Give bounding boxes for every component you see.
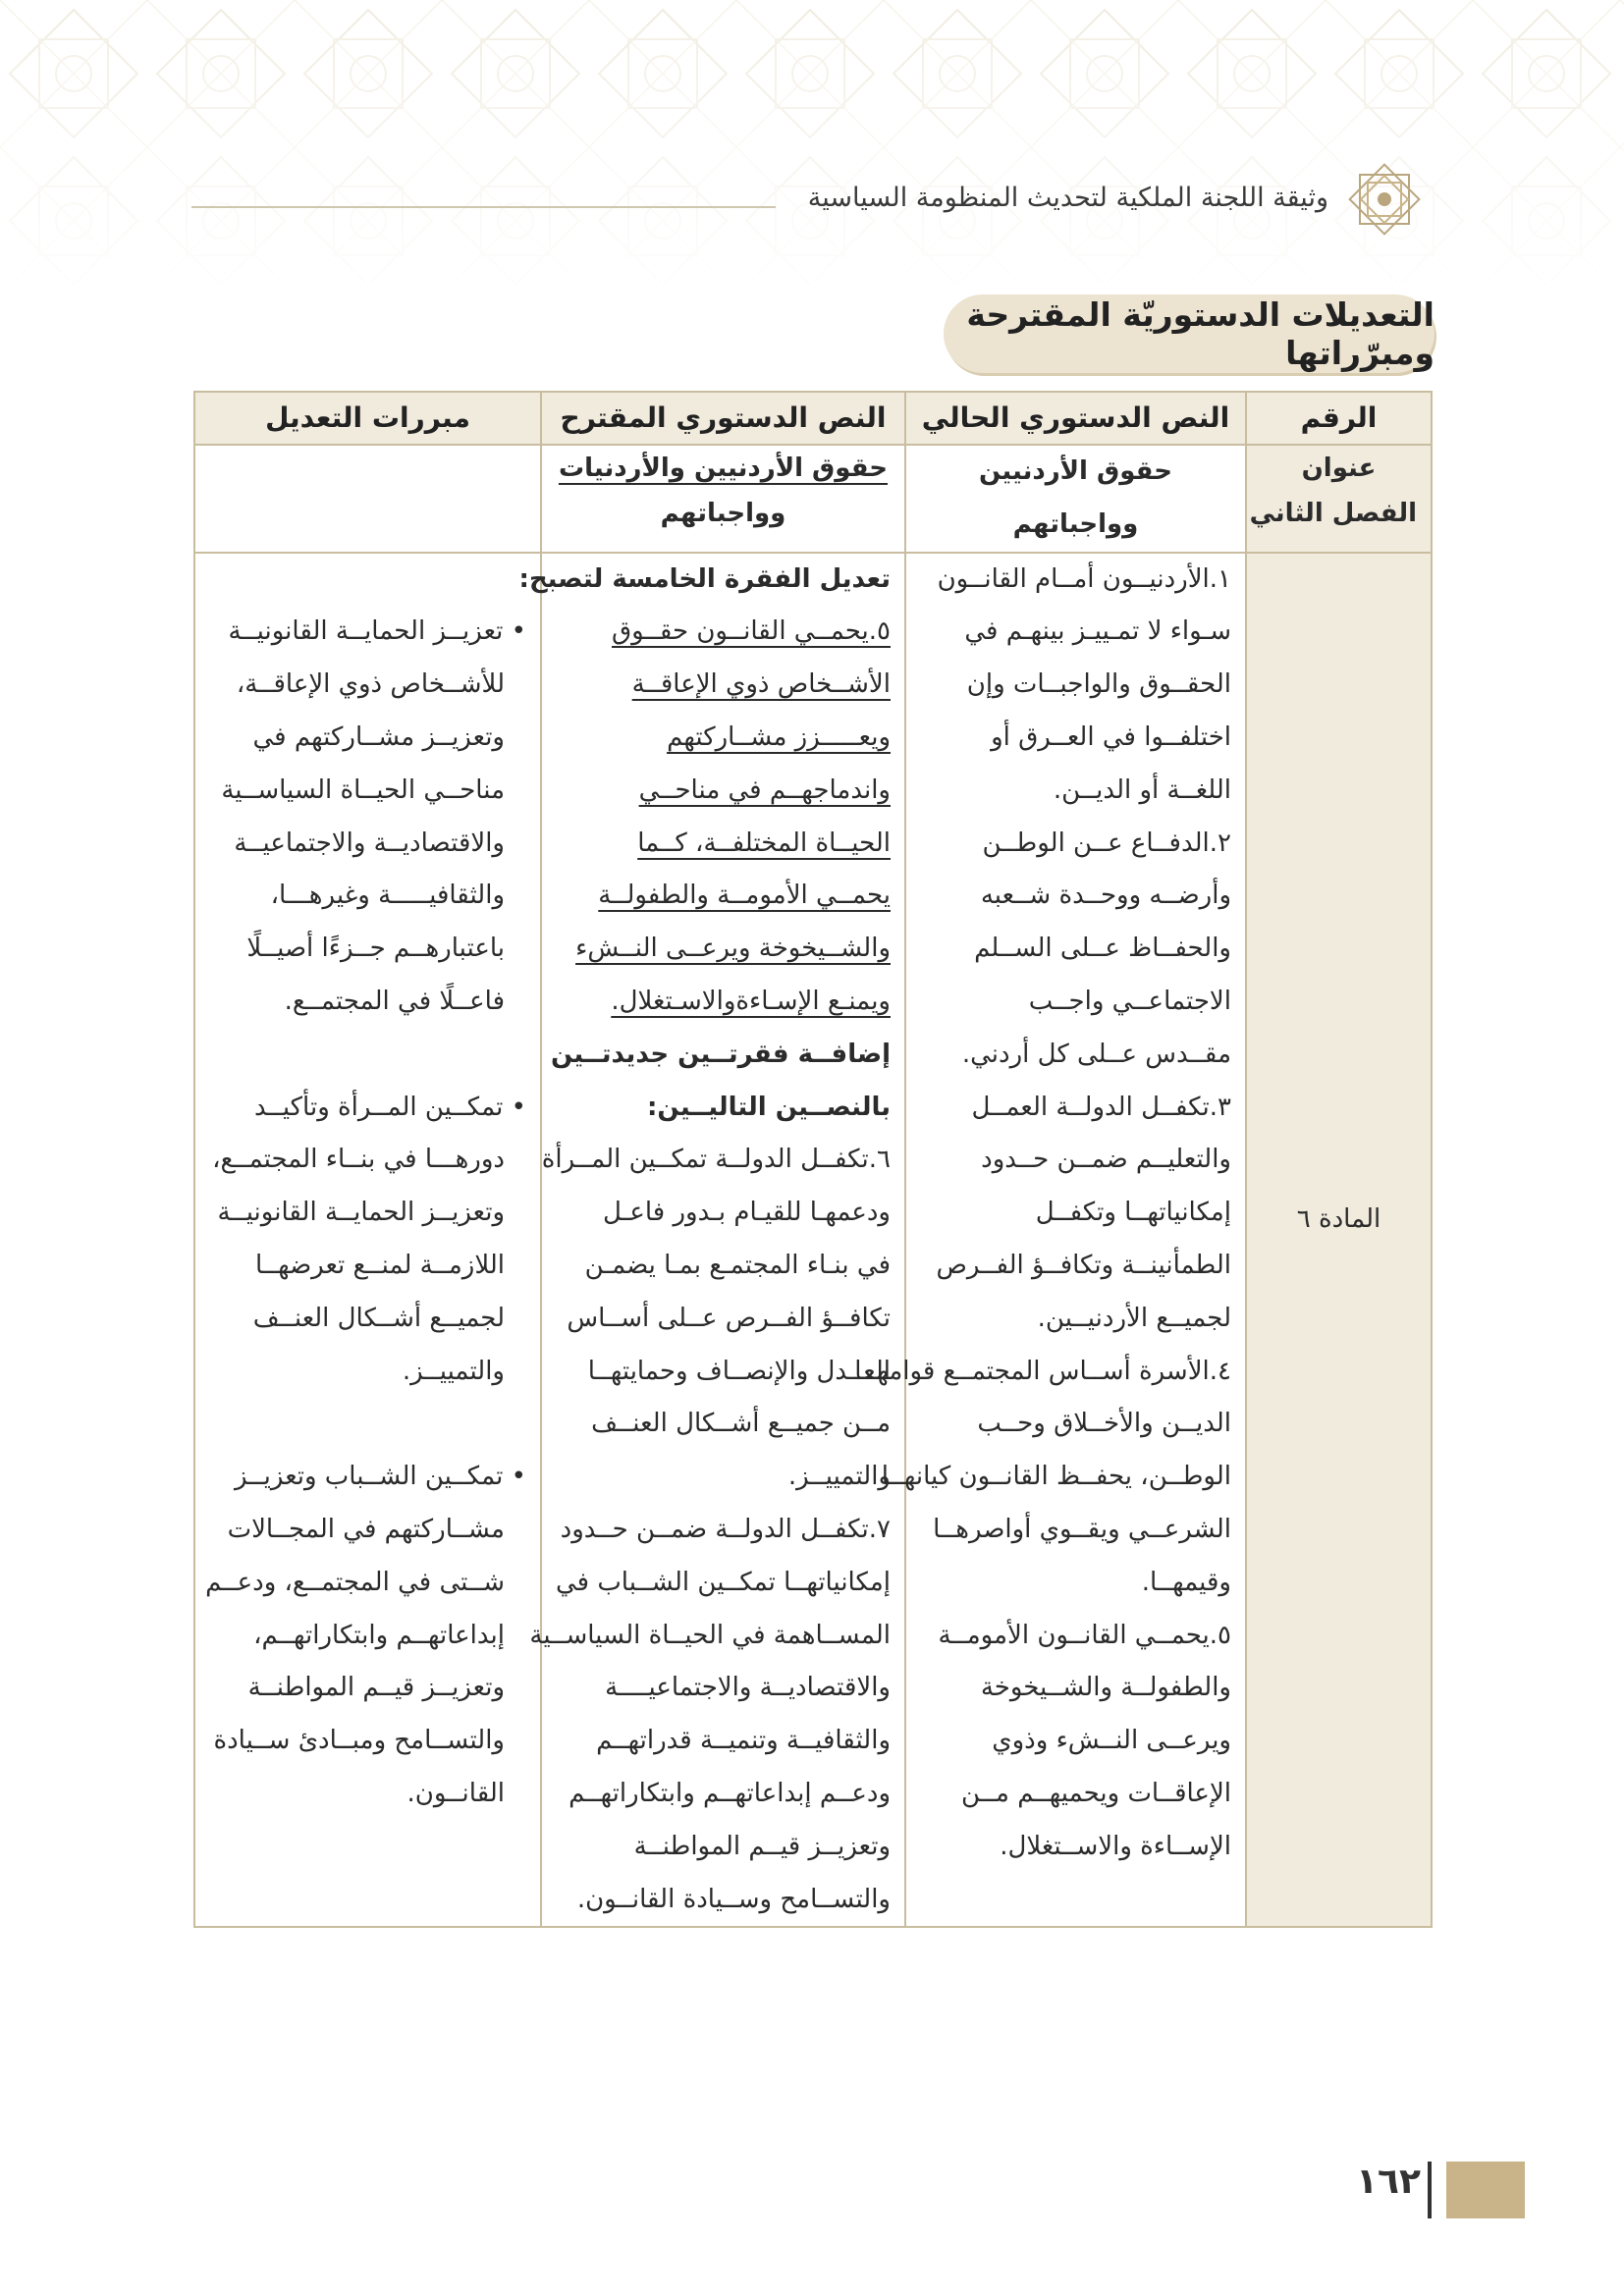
chapter-label: عنوان	[1301, 454, 1377, 483]
justification-line: وتعزيــز مشــاركتهم في	[252, 721, 505, 752]
proposed-para7-line: والاقتصاديــة والاجتماعيــــة	[605, 1673, 891, 1703]
table-row	[194, 445, 1432, 553]
current-text-line: الاجتماعــي واجــب	[1028, 986, 1231, 1016]
article-cell	[1246, 553, 1432, 1928]
current-text-line: ٥.يحمــي القانــون الأمومــة	[938, 1620, 1231, 1650]
proposed-para7-line: المســاهمة في الحيــاة السياســية	[529, 1620, 891, 1650]
proposed-para7-line: ودعــم إبداعاتهــم وابتكاراتهــم	[568, 1778, 891, 1808]
proposed-para7-line: والثقافيــة وتنميــة قدراتهــم	[596, 1726, 891, 1756]
proposed-para6-line: ٦.تكفــل الدولــة تمكــين المــرأة	[541, 1145, 891, 1175]
proposed-chapter-title	[541, 445, 905, 553]
proposed-text-cell	[518, 553, 905, 1928]
header-proposed-text: النص الدستوري المقترح	[541, 392, 905, 445]
justification-line: وتعزيــز قيــم المواطنــة	[247, 1673, 505, 1703]
justification-youth	[205, 1451, 526, 1821]
proposed-para5-line: ٥.يحمــي القانــون حقــوق	[612, 616, 891, 647]
justification-line: • تمكــين المــرأة وتأكيــد	[253, 1092, 526, 1122]
proposed-para7-line: وتعزيــز قيــم المواطنــة	[633, 1831, 891, 1861]
proposed-para6-line: والتمييــز.	[787, 1462, 891, 1492]
paragraph-6-lines	[541, 1134, 891, 1504]
chapter-name: الفصل الثاني	[1249, 499, 1417, 528]
justification-line: للأشــخاص ذوي الإعاقــة،	[236, 669, 505, 700]
footer-accent-box	[1446, 2162, 1525, 2218]
empty-justification-cell	[194, 445, 541, 553]
paragraph-7-lines	[529, 1504, 891, 1926]
justification-line: • تعزيــز الحمايــة القانونيــة	[228, 616, 526, 647]
justification-line: دورهـــا في بنــاء المجتمــع،	[212, 1145, 505, 1175]
amendments-table	[193, 391, 1433, 1928]
justification-line: اللازمــة لمنــع تعرضهــا	[254, 1250, 505, 1280]
paragraph-5-lines	[556, 606, 891, 1028]
current-text-line: الإعاقــات ويحميهــم مــن	[960, 1778, 1231, 1808]
current-text-line: اختلفــوا في العــرق أو	[991, 721, 1231, 752]
justification-line: مناحــي الحيــاة السياســية	[221, 774, 505, 805]
proposed-para5-line: ويعـــــزز مشــاركتهم	[667, 721, 891, 752]
proposed-para6-line: في بنـاء المجتمـع بمـا يضمـن	[584, 1250, 891, 1280]
chapter-title-cell	[1246, 445, 1432, 553]
justification-line: والاقتصاديــة والاجتماعيــة	[234, 828, 505, 858]
justification-disabilities	[209, 606, 526, 1028]
proposed-para5-line: الحيــاة المختلفــة، كــما	[637, 828, 891, 858]
justification-line: والثقافيـــــة وغيرهـــا،	[270, 881, 505, 911]
header-current-text: النص الدستوري الحالي	[905, 392, 1246, 445]
current-text-line: الشرعــي ويقــوي أواصرهــا	[933, 1514, 1231, 1544]
proposed-para5-line: يحمــي الأمومــة والطفولــة	[598, 881, 891, 911]
current-text-line: وقيمهــا.	[1141, 1567, 1231, 1597]
current-text-line: والطفولــة والشــيخوخة	[980, 1673, 1231, 1703]
page-header	[191, 175, 1429, 234]
current-text-line: الحقــوق والواجبــات وإن	[966, 669, 1231, 700]
add-heading-line1: إضافــة فقرتــين جديدتــين	[550, 1039, 891, 1069]
proposed-para6-line: مــن جميــع أشــكال العنــف	[591, 1409, 891, 1439]
proposed-para7-line: ٧.تكفــل الدولــة ضمــن حــدود	[560, 1514, 891, 1544]
current-text-cell	[854, 553, 1246, 1928]
current-text-line: الديــن والأخــلاق وحــب	[977, 1409, 1231, 1439]
current-text-line: والحفــاظ عــلى الســلم	[974, 934, 1231, 964]
header-number: الرقم	[1246, 392, 1432, 445]
current-text-line: الإســاءة والاســتغلال.	[1000, 1831, 1231, 1861]
table-header-row	[194, 392, 1432, 445]
footer-divider	[1428, 2162, 1432, 2218]
current-text-line: والتعليــم ضمــن حــدود	[981, 1145, 1231, 1175]
justification-line: • تمكــين الشــباب وتعزيــز	[235, 1462, 526, 1492]
justification-line: باعتبارهــم جــزءًا أصيــلًا	[246, 934, 505, 964]
justification-women	[209, 1082, 526, 1399]
justification-line: فاعــلًا في المجتمــع.	[284, 986, 505, 1016]
geometric-star-emblem-icon	[1340, 155, 1429, 243]
current-text-lines	[854, 554, 1231, 1874]
section-title: التعديلات الدستوريّة المقترحة ومبرّراتها	[944, 294, 1435, 373]
proposed-para6-line: العــدل والإنصــاف وحمايتهــا	[587, 1356, 891, 1386]
justification-line: لجميــع أشــكال العنــف	[252, 1303, 505, 1333]
proposed-chapter-line1: حقوق الأردنيين والأردنيات	[558, 454, 889, 483]
current-text-line: سـواء لا تمـييـز بينهـم في	[964, 616, 1231, 647]
justification-cell	[194, 553, 541, 1928]
justification-line: شــتى في المجتمــع، ودعــم	[205, 1567, 505, 1597]
justification-line: إبداعاتهــم وابتكاراتهــم،	[253, 1620, 505, 1650]
page-number: ١٦٢	[1356, 2162, 1421, 2202]
current-text-line: مقــدس عــلى كل أردني.	[961, 1039, 1231, 1069]
justification-line: والتســامح ومبــادئ ســيادة	[213, 1726, 505, 1756]
proposed-para5-line: واندماجهــم في مناحــي	[638, 774, 891, 805]
amend-heading: تعديل الفقرة الخامسة لتصبح:	[518, 563, 891, 594]
current-text-line: ٤.الأسرة أســاس المجتمــع قوامهــا	[854, 1356, 1231, 1386]
table-row	[194, 553, 1432, 1928]
current-text-line: لجميــع الأردنيــين.	[1037, 1303, 1231, 1333]
header-rule	[191, 206, 776, 208]
article-number: المادة ٦	[1296, 1204, 1381, 1235]
justification-line: مشــاركتهم في المجــالات	[227, 1514, 505, 1544]
current-text-line: الوطــن، يحفــظ القانــون كيانهــا	[881, 1462, 1231, 1492]
current-text-line: ويرعــى النــشء وذوي	[992, 1726, 1231, 1756]
current-text-line: إمكانياتهــا وتكفــل	[1035, 1198, 1231, 1228]
current-text-line: ٣.تكفــل الدولــة العمــل	[971, 1092, 1231, 1122]
document-title: وثيقة اللجنة الملكية لتحديث المنظومة السياسية	[807, 183, 1328, 213]
justification-line: وتعزيــز الحمايــة القانونيــة	[217, 1198, 505, 1228]
proposed-para5-line: الأشــخاص ذوي الإعاقــة	[631, 669, 891, 700]
current-text-line: اللغــة أو الديــن.	[1053, 774, 1231, 805]
current-chapter-title	[905, 445, 1246, 553]
current-text-line: الطمأنينــة وتكافــؤ الفــرص	[936, 1250, 1231, 1280]
proposed-para5-line: والشــيخوخة ويرعــى النــشء	[575, 934, 891, 964]
current-text-line: وأرضــه ووحــدة شــعبه	[980, 881, 1231, 911]
header-justifications: مبررات التعديل	[194, 392, 541, 445]
justification-line: القانــون.	[406, 1778, 505, 1808]
current-text-line: ٢.الدفــاع عــن الوطــن	[982, 828, 1231, 858]
current-text-line: ١.الأردنيــون أمــام القانــون	[937, 563, 1231, 594]
proposed-para6-line: تكافــؤ الفــرص عــلى أســاس	[567, 1303, 891, 1333]
proposed-para7-line: والتســامح وســيادة القانــون.	[576, 1884, 891, 1914]
proposed-para7-line: إمكانياتهــا تمكــين الشــباب في	[555, 1567, 891, 1597]
justification-line: والتمييــز.	[402, 1356, 505, 1386]
background-pattern	[0, 0, 1624, 294]
proposed-para5-line: ويمنـع الإسـاءةوالاسـتغلال.	[611, 986, 891, 1016]
proposed-chapter-line2: وواجباتهم	[660, 499, 786, 528]
current-chapter-text: حقوق الأردنيين وواجباتهم	[978, 456, 1173, 539]
proposed-para6-line: ودعمهـا للقيـام بـدور فاعـل	[603, 1198, 891, 1228]
add-heading-line2: بالنصــين التاليــين:	[647, 1092, 891, 1122]
